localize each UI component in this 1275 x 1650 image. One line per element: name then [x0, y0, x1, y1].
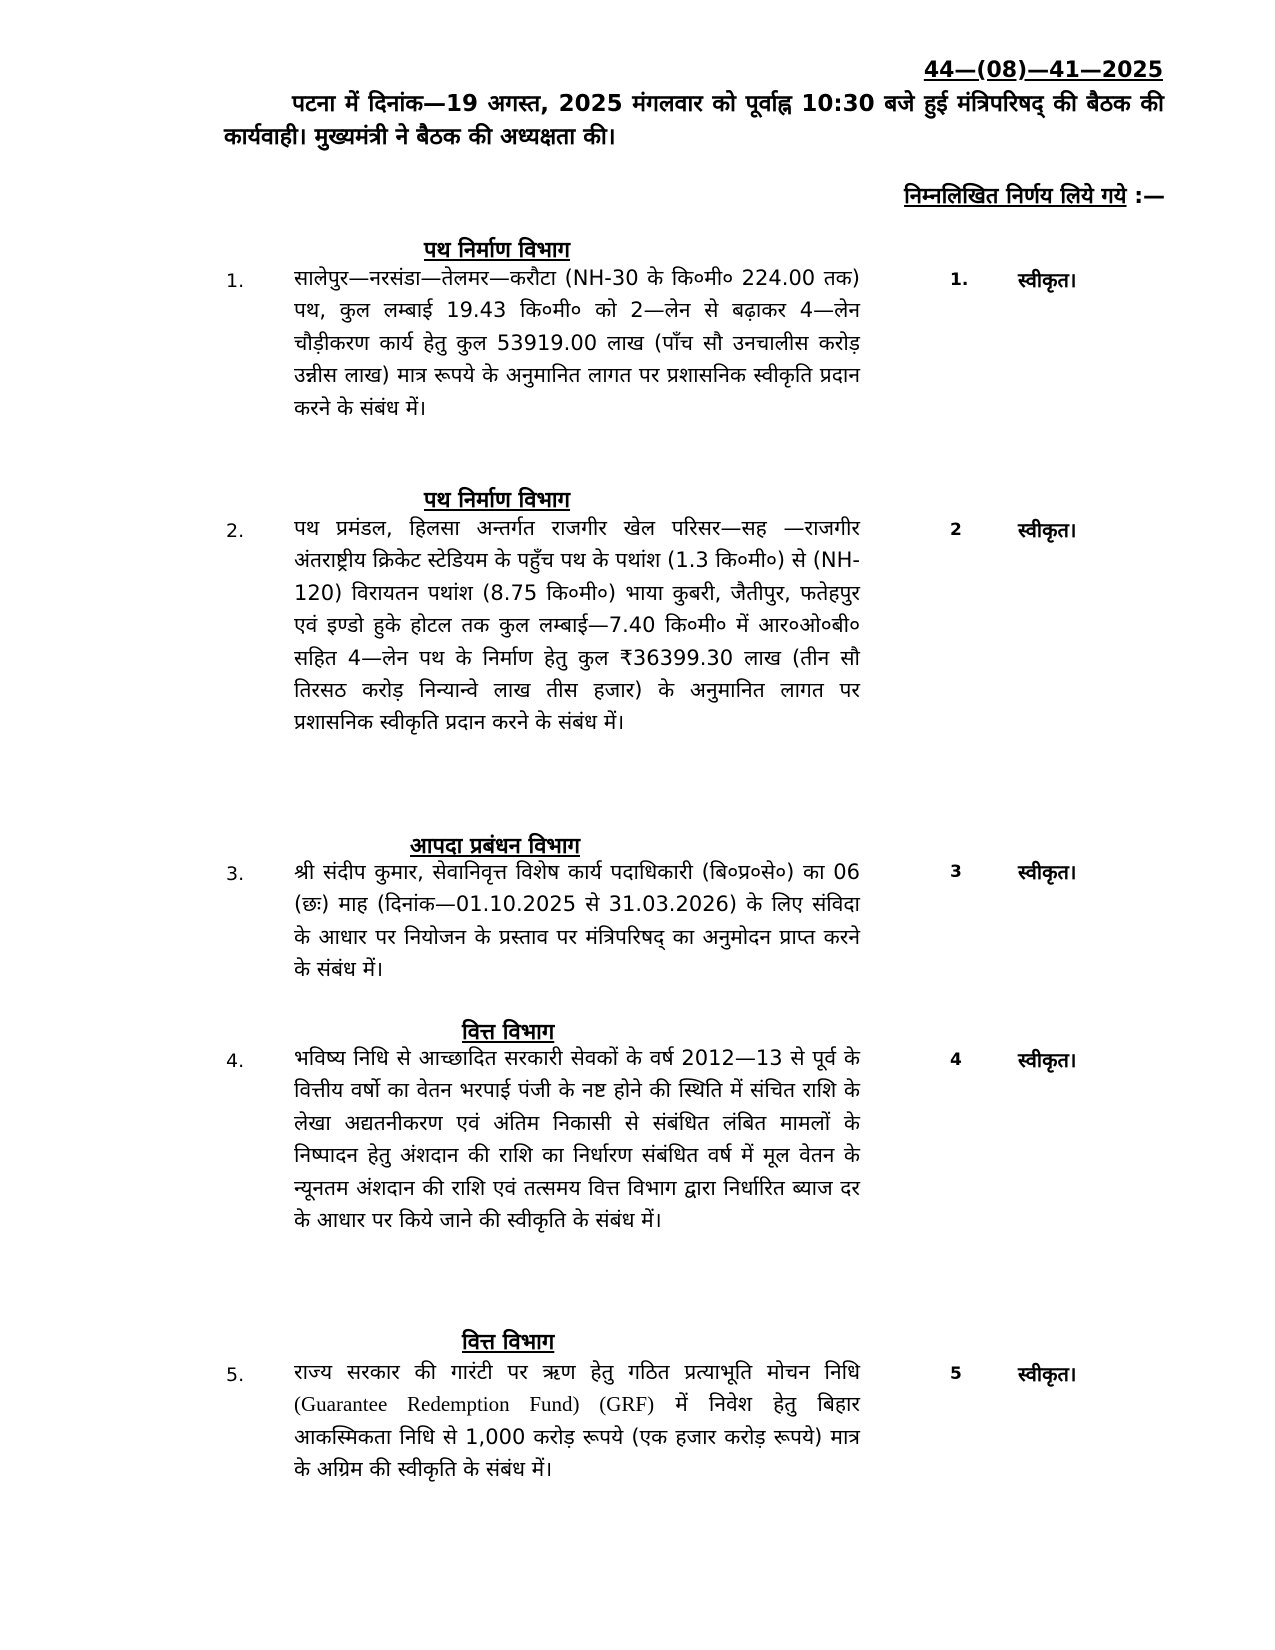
- decision-number: 4: [950, 1050, 962, 1070]
- item-number: 3.: [226, 863, 245, 885]
- department-heading: वित्त विभाग: [462, 1020, 555, 1045]
- item-text: श्री संदीप कुमार, सेवानिवृत्त विशेष कार्य पदाधिकारी (बि०प्र०से०) का 06 (छः) माह (दिनांक—01.10.2025 से 31.03.2026) के लिए संविदा के आधार पर नियोजन के प्रस्ताव पर मंत्रिपरिषद् का अनुमोदन प्राप्त करने के संबंध में।: [294, 860, 860, 982]
- decision-status: स्वीकृत।: [1018, 1362, 1077, 1386]
- decision-status: स्वीकृत।: [1018, 268, 1077, 292]
- decisions-caption: [904, 180, 1165, 210]
- decision-number: 2: [950, 520, 962, 540]
- meeting-heading-text: पटना में दिनांक—19 अगस्त, 2025 मंगलवार को पूर्वाह्न 10:30 बजे हुई मंत्रिपरिषद् की बैठक की कार्यवाही। मुख्यमंत्री ने बैठक की अध्यक्षता की।: [224, 91, 1164, 150]
- decision-status: स्वीकृत।: [1018, 1048, 1077, 1072]
- decision-number: 1.: [950, 270, 969, 290]
- item-text: [294, 1356, 860, 1486]
- department-heading: पथ निर्माण विभाग: [424, 238, 571, 263]
- item-text-part: में निवेश हेतु बिहार आकस्मिकता निधि से 1,000 करोड़ रूपये (एक हजार करोड़ रूपये) मात्र के अग्रिम की स्वीकृति के संबंध में।: [294, 1392, 860, 1482]
- item-number: 4.: [226, 1050, 245, 1072]
- decisions-caption-text: निम्नलिखित निर्णय लिये गये: [904, 184, 1127, 209]
- department-heading: वित्त विभाग: [462, 1330, 555, 1355]
- fund-name-english: (Guarantee Redemption Fund) (GRF): [294, 1392, 655, 1417]
- department-heading: पथ निर्माण विभाग: [424, 488, 571, 513]
- item-number: 2.: [226, 520, 245, 542]
- item-text: पथ प्रमंडल, हिलसा अन्तर्गत राजगीर खेल परिसर—सह —राजगीर अंतराष्ट्रीय क्रिकेट स्टेडियम के पहुँच पथ के पथांश (1.3 कि०मी०) से (NH-120) विरायतन पथांश (8.75 कि०मी०) भाया कुबरी, जैतीपुर, फतेहपुर एवं इण्डो हुके होटल तक कुल लम्बाई—7.40 कि०मी० में आर०ओ०बी० सहित 4—लेन पथ के निर्माण हेतु कुल ₹36399.30 लाख (तीन सौ तिरसठ करोड़ निन्यान्वे लाख तीस हजार) के अनुमानित लागत पर प्रशासनिक स्वीकृति प्रदान करने के संबंध में।: [294, 516, 860, 735]
- decisions-caption-suffix: :—: [1134, 184, 1165, 209]
- meeting-heading: [224, 88, 1164, 154]
- decision-number: 5: [950, 1364, 962, 1384]
- reference-number: 44—(08)—41—2025: [923, 58, 1163, 83]
- item-number: 1.: [226, 270, 245, 292]
- item-text: सालेपुर—नरसंडा—तेलमर—करौटा (NH-30 के कि०मी० 224.00 तक) पथ, कुल लम्बाई 19.43 कि०मी० को 2—लेन से बढ़ाकर 4—लेन चौड़ीकरण कार्य हेतु कुल 53919.00 लाख (पाँच सौ उनचालीस करोड़ उन्नीस लाख) मात्र रूपये के अनुमानित लागत पर प्रशासनिक स्वीकृति प्रदान करने के संबंध में।: [294, 266, 860, 420]
- item-number: 5.: [226, 1364, 245, 1386]
- item-text-part: राज्य सरकार की गारंटी पर ऋण हेतु गठित प्रत्याभूति मोचन निधि: [294, 1360, 860, 1384]
- decision-status: स्वीकृत।: [1018, 860, 1077, 884]
- item-text: भविष्य निधि से आच्छादित सरकारी सेवकों के वर्ष 2012—13 से पूर्व के वित्तीय वर्षो का वेतन भरपाई पंजी के नष्ट होने की स्थिति में संचित राशि के लेखा अद्यतनीकरण एवं अंतिम निकासी से संबंधित लंबित मामलों के निष्पादन हेतु अंशदान की राशि का निर्धारण संबंधित वर्ष में मूल वेतन के न्यूनतम अंशदान की राशि एवं तत्समय वित्त विभाग द्वारा निर्धारित ब्याज दर के आधार पर किये जाने की स्वीकृति के संबंध में।: [294, 1046, 860, 1233]
- decision-status: स्वीकृत।: [1018, 518, 1077, 542]
- department-heading: आपदा प्रबंधन विभाग: [410, 834, 580, 859]
- decision-number: 3: [950, 862, 962, 882]
